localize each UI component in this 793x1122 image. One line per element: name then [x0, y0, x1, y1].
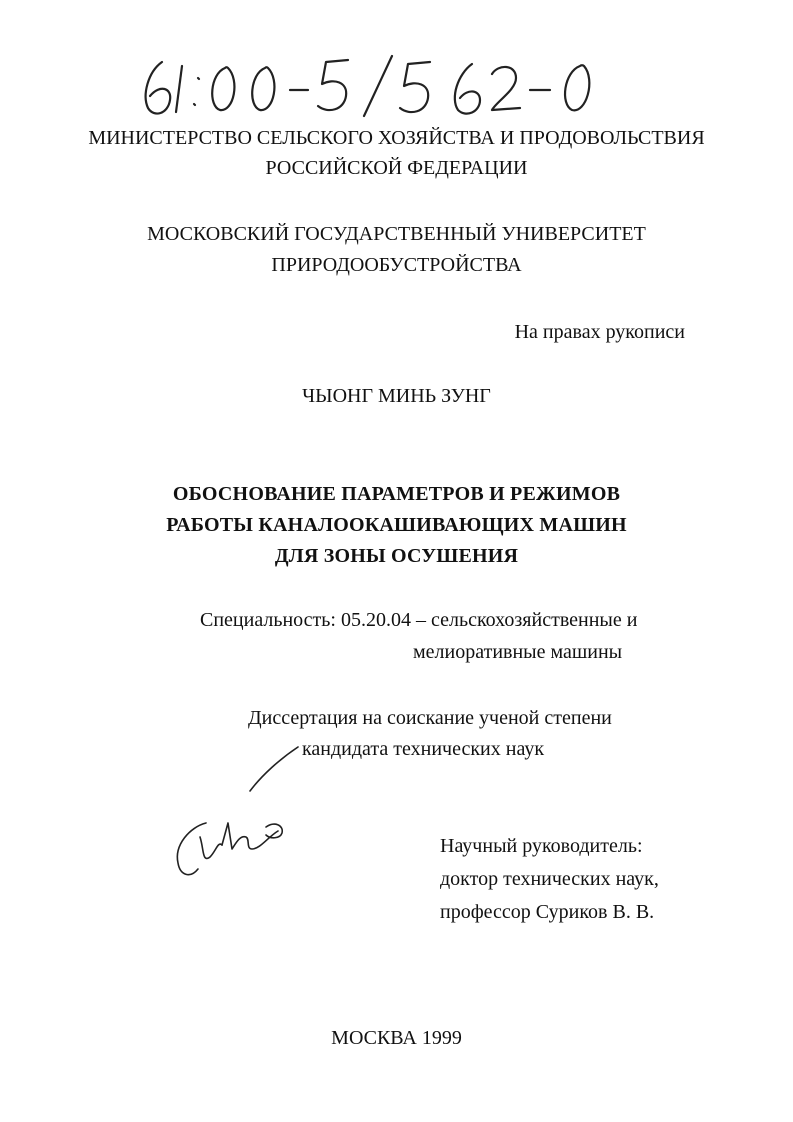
handwritten-archive-number [130, 40, 610, 130]
university-line-1: МОСКОВСКИЙ ГОСУДАРСТВЕННЫЙ УНИВЕРСИТЕТ [147, 223, 646, 245]
title-line-2: РАБОТЫ КАНАЛООКАШИВАЮЩИХ МАШИН [166, 514, 627, 536]
ministry-line-2: РОССИЙСКОЙ ФЕДЕРАЦИИ [265, 157, 528, 179]
specialty-line-1: Специальность: 05.20.04 – сельскохозяйственные и [200, 609, 638, 631]
author-name: ЧЫОНГ МИНЬ ЗУНГ [302, 385, 491, 407]
supervisor-line-1: Научный руководитель: [440, 835, 643, 857]
university-line-2: ПРИРОДООБУСТРОЙСТВА [271, 254, 522, 276]
dissertation-line-1: Диссертация на соискание ученой степени [248, 707, 612, 729]
supervisor-line-3: профессор Суриков В. В. [440, 901, 655, 923]
city-year: МОСКВА 1999 [331, 1027, 462, 1049]
title-line-1: ОБОСНОВАНИЕ ПАРАМЕТРОВ И РЕЖИМОВ [172, 483, 621, 505]
signature-scribble [170, 745, 300, 885]
dissertation-line-2: кандидата технических наук [302, 738, 545, 760]
supervisor-line-2: доктор технических наук, [440, 868, 659, 890]
rights-note: На правах рукописи [514, 321, 685, 343]
specialty-line-2: мелиоративные машины [413, 641, 623, 663]
title-line-3: ДЛЯ ЗОНЫ ОСУШЕНИЯ [274, 545, 519, 567]
ministry-line-1: МИНИСТЕРСТВО СЕЛЬСКОГО ХОЗЯЙСТВА И ПРОДОВОЛЬСТВИЯ [88, 127, 705, 149]
